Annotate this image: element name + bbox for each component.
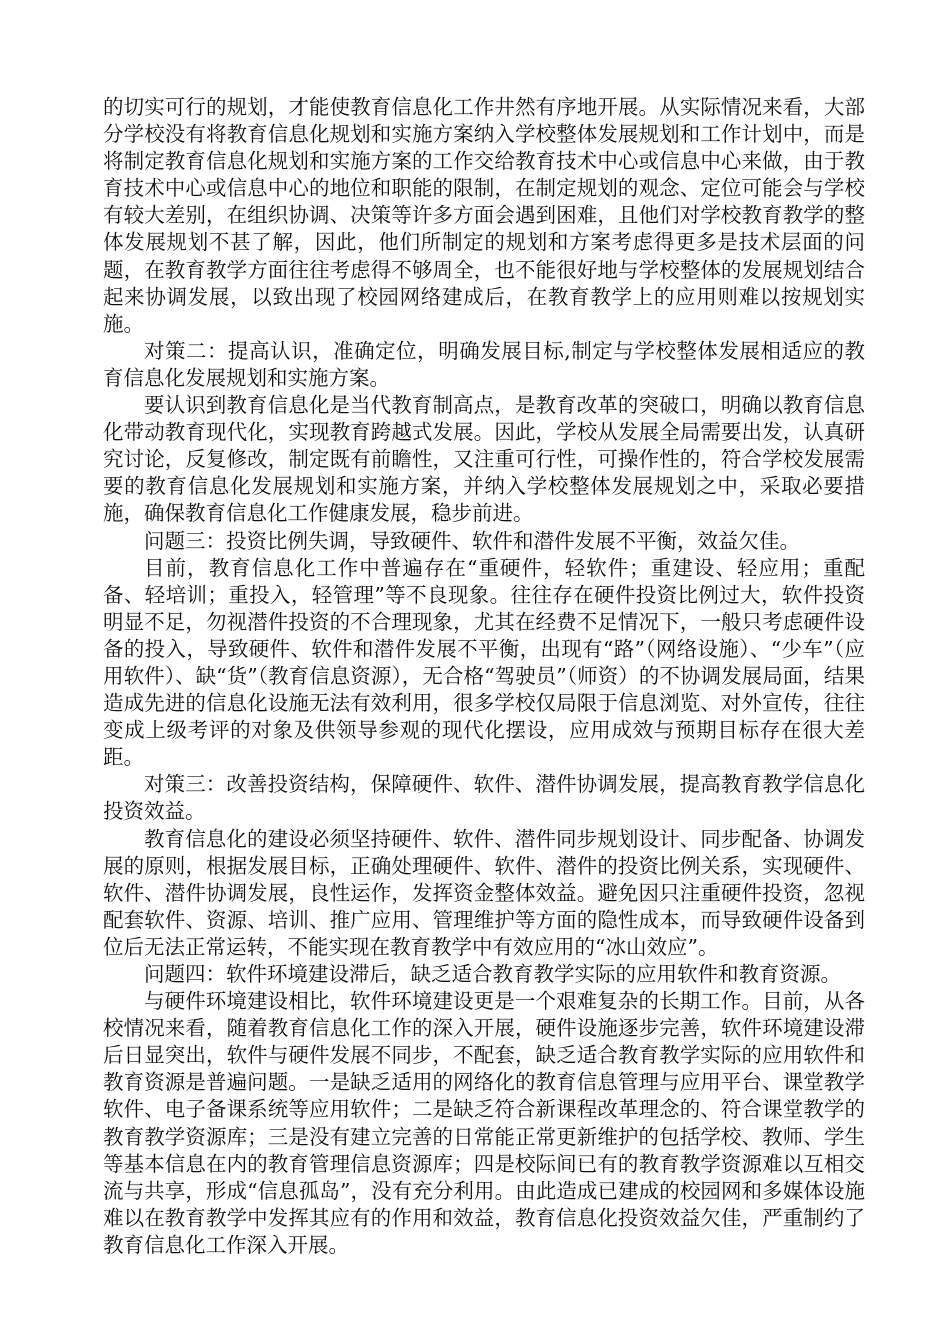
paragraph-problem-three: 问题三：投资比例失调，导致硬件、软件和潜件发展不平衡，效益欠佳。 [144, 528, 800, 553]
paragraph-problem-four: 问题四：软件环境建设滞后，缺乏适合教育教学实际的应用软件和教育资源。 [144, 962, 841, 986]
document-body [103, 94, 865, 1259]
paragraph-strategy-two-detail: 要认识到教育信息化是当代教育制高点，是教育改革的突破口，明确以教育信息化带动教育现代化，实现教育跨越式发展。因此，学校从发展全局需要出发，认真研究讨论，反复修改，制定既有前瞻性，又注重可行性，可操作性的，符合学校发展需要的教育信息化发展规划和实施方案，并纳入学校整体发展规划之中，采取必要措施，确保教育信息化工作健康发展，稳步前进。 [103, 393, 865, 526]
paragraph-problem-three-detail: 目前，教育信息化工作中普遍存在“重硬件，轻软件；重建设、轻应用；重配备、轻培训；重投入，轻管理”等不良现象。往往存在硬件投资比例过大，软件投资明显不足，勿视潜件投资的不合理现象，尤其在经费不足情况下，一般只考虑硬件设备的投入，导致硬件、软件和潜件发展不平衡，出现有“路”（网络设施）、“少车”（应用软件）、缺“货”（教育信息资源），无合格“驾驶员”（师资）的不协调发展局面，结果造成先进的信息化设施无法有效利用，很多学校仅局限于信息浏览、对外宣传，往往变成上级考评的对象及供领导参观的现代化摆设，应用成效与预期目标存在很大差距。 [103, 555, 865, 770]
paragraph-planning-problem: 的切实可行的规划，才能使教育信息化工作井然有序地开展。从实际情况来看，大部分学校没有将教育信息化规划和实施方案纳入学校整体发展规划和工作计划中，而是将制定教育信息化规划和实施方案的工作交给教育技术中心或信息中心来做，由于教育技术中心或信息中心的地位和职能的限制，在制定规划的观念、定位可能会与学校有较大差别，在组织协调、决策等许多方面会遇到困难，且他们对学校教育教学的整体发展规划不甚了解，因此，他们所制定的规划和方案考虑得更多是技术层面的问题，在教育教学方面往往考虑得不够周全，也不能很好地与学校整体的发展规划结合起来协调发展，以致出现了校园网络建成后，在教育教学上的应用则难以按规划实施。 [103, 95, 865, 336]
paragraph-problem-four-detail: 与硬件环境建设相比，软件环境建设更是一个艰难复杂的长期工作。目前，从各校情况来看，随着教育信息化工作的深入开展，硬件设施逐步完善，软件环境建设滞后日显突出，软件与硬件发展不同步，不配套，缺乏适合教育教学实际的应用软件和教育资源是普遍问题。一是缺乏适用的网络化的教育信息管理与应用平台、课堂教学软件、电子备课系统等应用软件；二是缺乏符合新课程改革理念的、符合课堂教学的教育教学资源库；三是没有建立完善的日常能正常更新维护的包括学校、教师、学生等基本信息在内的教育管理信息资源库；四是校际间已有的教育教学资源难以互相交流与共享，形成“信息孤岛”，没有充分利用。由此造成已建成的校园网和多媒体设施难以在教育教学中发挥其应有的作用和效益，教育信息化投资效益欠佳，严重制约了教育信息化工作深入开展。 [103, 989, 865, 1257]
paragraph-strategy-three-detail: 教育信息化的建设必须坚持硬件、软件、潜件同步规划设计、同步配备、协调发展的原则，根据发展目标，正确处理硬件、软件、潜件的投资比例关系，实现硬件、软件、潜件协调发展，良性运作，发挥资金整体效益。避免因只注重硬件投资，忽视配套软件、资源、培训、推广应用、管理维护等方面的隐性成本，而导致硬件设备到位后无法正常运转，不能实现在教育教学中有效应用的“冰山效应”。 [103, 826, 865, 959]
paragraph-strategy-three: 对策三：改善投资结构，保障硬件、软件、潜件协调发展，提高教育教学信息化投资效益。 [103, 772, 865, 824]
paragraph-strategy-two: 对策二：提高认识，准确定位，明确发展目标,制定与学校整体发展相适应的教育信息化发展规划和实施方案。 [103, 338, 865, 390]
